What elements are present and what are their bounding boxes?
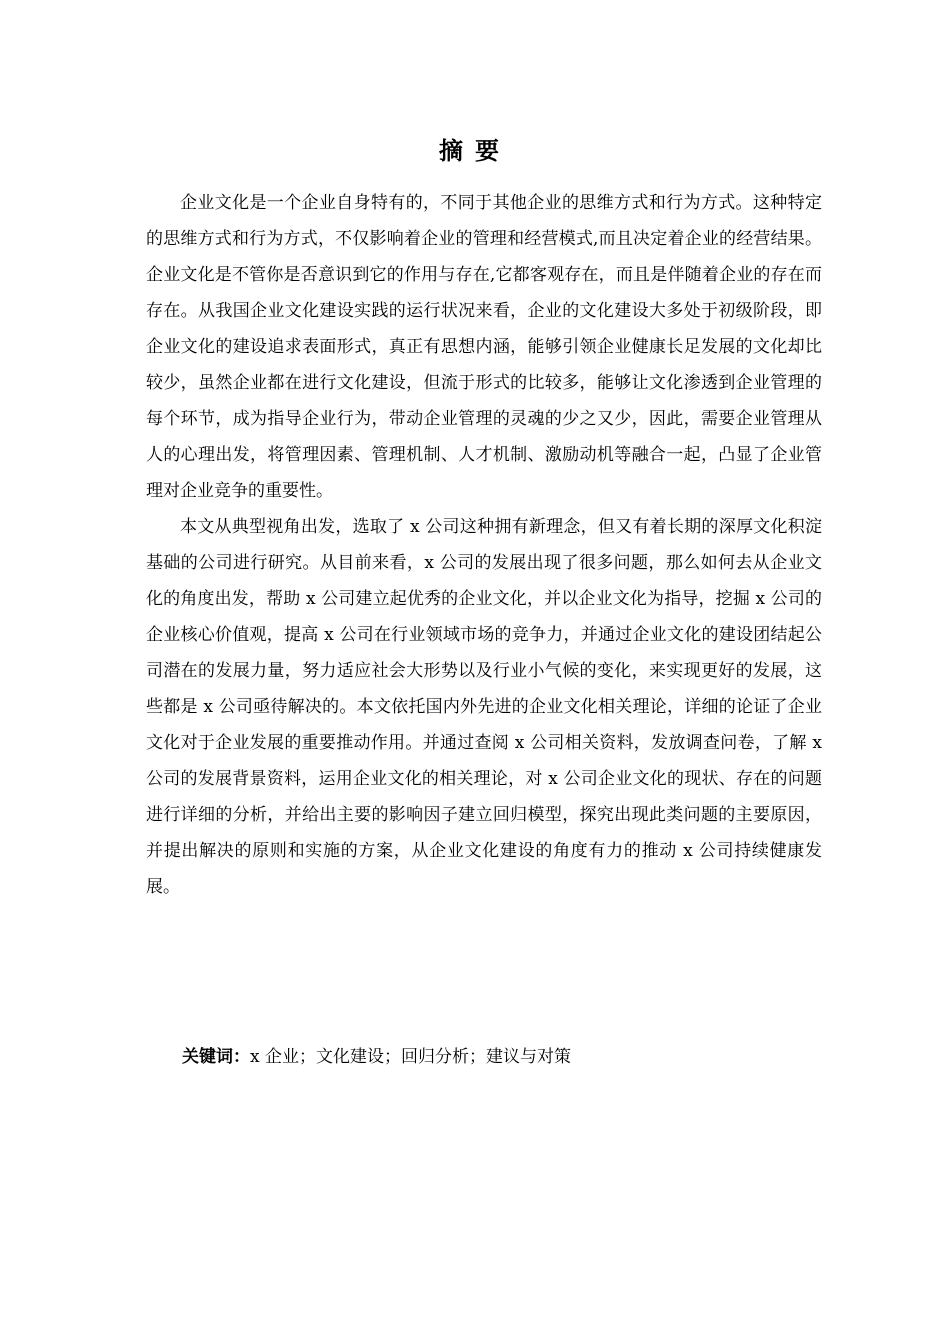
abstract-paragraph-2: 本文从典型视角出发，选取了 x 公司这种拥有新理念，但又有着长期的深厚文化积淀基础的公司进行研究。从目前来看，x 公司的发展出现了很多问题，那么如何去从企业文化的角度出发，帮助 x 公司建立起优秀的企业文化，并以企业文化为指导，挖掘 x 公司的企业核心价值观，提高 x 公司在行业领域市场的竞争力，并通过企业文化的建设团结起公司潜在的发展力量，努力适应社会大形势以及行业小气候的变化，来实现更好的发展，这些都是 x 公司亟待解决的。本文依托国内外先进的企业文化相关理论，详细的论证了企业文化对于企业发展的重要推动作用。并通过查阅 x 公司相关资料，发放调查问卷，了解 x 公司的发展背景资料，运用企业文化的相关理论，对 x 公司企业文化的现状、存在的问题进行详细的分析，并给出主要的影响因子建立回归模型，探究出现此类问题的主要原因，并提出解决的原则和实施的方案，从企业文化建设的角度有力的推动 x 公司持续健康发展。 — [146, 517, 822, 897]
abstract-paragraph-1: 企业文化是一个企业自身特有的，不同于其他企业的思维方式和行为方式。这种特定的思维方式和行为方式，不仅影响着企业的管理和经营模式,而且决定着企业的经营结果。企业文化是不管你是否意识到它的作用与存在,它都客观存在，而且是伴随着企业的存在而存在。从我国企业文化建设实践的运行状况来看，企业的文化建设大多处于初级阶段，即企业文化的建设追求表面形式，真正有思想内涵，能够引领企业健康长足发展的文化却比较少，虽然企业都在进行文化建设，但流于形式的比较多，能够让文化渗透到企业管理的每个环节，成为指导企业行为，带动企业管理的灵魂的少之又少，因此，需要企业管理从人的心理出发，将管理因素、管理机制、人才机制、激励动机等融合一起，凸显了企业管理对企业竞争的重要性。 — [146, 193, 822, 501]
abstract-title: 摘要 — [439, 137, 511, 165]
abstract-body — [146, 185, 822, 905]
keywords-label: 关键词： — [182, 1047, 250, 1067]
keywords-line — [182, 1039, 571, 1075]
keywords-value: x 企业；文化建设；回归分析；建议与对策 — [250, 1047, 571, 1067]
